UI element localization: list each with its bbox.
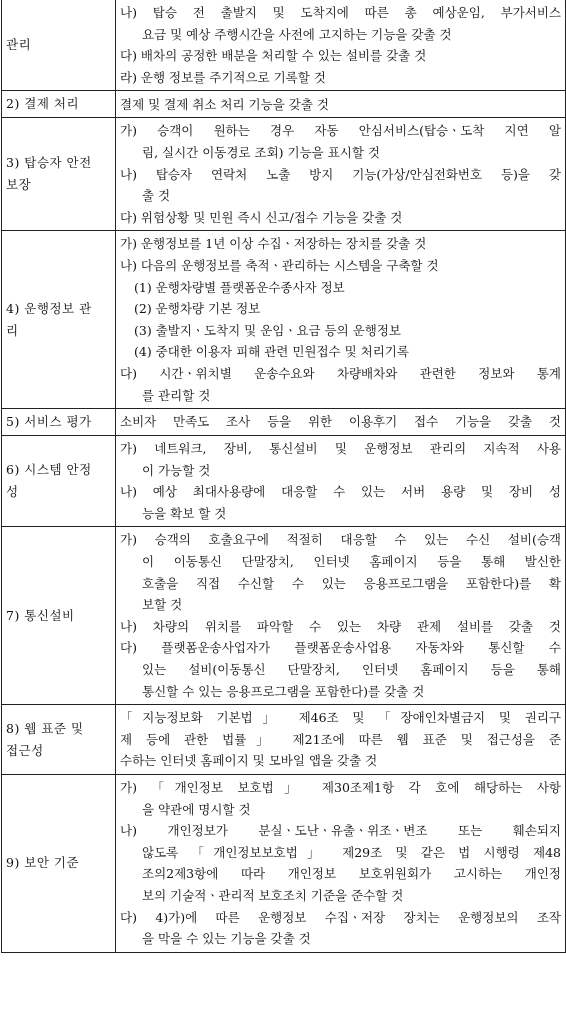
requirement-line: 소비자 만족도 조사 등을 위한 이용후기 접수 기능을 갖출 것	[120, 414, 561, 430]
requirement-line: (3) 출발지ㆍ도착지 및 운임ㆍ요금 등의 운행정보	[134, 322, 401, 338]
requirement-line: 「지능정보화 기본법」 제46조 및 「장애인차별금지 및 권리구	[120, 710, 561, 726]
requirement-cell	[116, 91, 566, 118]
requirement-line: 이 이동통신 단말장치, 인터넷 홈페이지 등을 통해 발신한	[142, 554, 561, 570]
requirement-line: 가) 네트워크, 장비, 통신설비 및 운행정보 관리의 지속적 사용	[120, 441, 561, 457]
requirement-line: 가) 승객의 호출요구에 적절히 대응할 수 있는 수신 설비(승객	[120, 532, 561, 548]
requirement-line: 나) 탑승자 연락처 노출 방지 기능(가상/안심전화번호 등)을 갖	[120, 166, 561, 182]
requirement-line: 가) 승객이 원하는 경우 자동 안심서비스(탑승ㆍ도착 지연 알	[120, 123, 561, 139]
requirement-line: 보의 기술적ㆍ관리적 보호조치 기준을 준수할 것	[142, 887, 404, 903]
category-label: 접근성	[6, 742, 44, 758]
category-label: 리	[6, 322, 19, 338]
category-label: 7) 통신설비	[6, 607, 75, 623]
requirement-line: 다) 배차의 공정한 배분을 처리할 수 있는 설비를 갖출 것	[120, 48, 427, 64]
requirement-line: 제 등에 관한 법률」 제21조에 따른 웹 표준 및 접근성을 준	[120, 731, 561, 747]
requirement-line: 나) 탑승 전 출발지 및 도착지에 따른 총 예상운임, 부가서비스	[120, 5, 561, 20]
requirement-line: 이 가능할 것	[142, 462, 211, 478]
category-cell	[2, 231, 116, 409]
category-label: 2) 결제 처리	[6, 96, 80, 112]
requirement-line: 다) 4)가)에 따른 운행정보 수집ㆍ저장 장치는 운행정보의 조작	[120, 909, 561, 925]
table-row	[2, 231, 566, 409]
requirement-line: 을 약관에 명시할 것	[142, 801, 251, 817]
requirement-line: 요금 및 예상 주행시간을 사전에 고지하는 기능을 갖출 것	[142, 26, 452, 42]
requirement-cell	[116, 0, 566, 91]
requirement-line: 나) 예상 최대사용량에 대응할 수 있는 서버 용량 및 장비 성	[120, 484, 561, 500]
category-label: 9) 보안 기준	[6, 855, 80, 871]
category-cell	[2, 0, 116, 91]
requirement-line: 가) 운행정보를 1년 이상 수집ㆍ저장하는 장치를 갖출 것	[120, 236, 427, 252]
requirement-cell	[116, 409, 566, 436]
requirement-line: 다) 플랫폼운송사업자가 플랫폼운송사업용 자동차와 통신할 수	[120, 640, 561, 656]
requirement-line: 을 막을 수 있는 기능을 갖출 것	[142, 931, 311, 947]
requirement-line: 있는 설비(이동통신 단말장치, 인터넷 홈페이지 등을 통해	[142, 662, 561, 678]
requirement-line: 출 것	[142, 188, 171, 204]
requirement-line: 나) 개인정보가 분실ㆍ도난ㆍ유출ㆍ위조ㆍ변조 또는 훼손되지	[120, 823, 561, 839]
category-cell	[2, 436, 116, 527]
requirement-line: 나) 차량의 위치를 파악할 수 있는 차량 관제 설비를 갖출 것	[120, 618, 561, 634]
requirement-line: 않도록 「개인정보보호법」 제29조 및 같은 법 시행령 제48	[142, 844, 561, 860]
category-cell	[2, 118, 116, 231]
requirement-line: 라) 운행 정보를 주기적으로 기록할 것	[120, 69, 326, 85]
requirement-line: 가) 「개인정보 보호법」 제30조제1항 각 호에 해당하는 사항	[120, 780, 561, 795]
category-label: 관리	[6, 37, 32, 53]
table-row	[2, 118, 566, 231]
requirement-line: 결제 및 결제 취소 처리 기능을 갖출 것	[120, 96, 329, 112]
table-row	[2, 436, 566, 527]
requirement-line: 수하는 인터넷 홈페이지 및 모바일 앱을 갖출 것	[120, 753, 378, 769]
requirement-line: 통신할 수 있는 응용프로그램을 포함한다)를 갖출 것	[142, 683, 425, 699]
requirement-cell	[116, 118, 566, 231]
table-row	[2, 409, 566, 436]
requirement-line: 보할 것	[142, 597, 183, 613]
requirement-line: (1) 운행차량별 플랫폼운수종사자 정보	[134, 279, 345, 295]
category-label: 8) 웹 표준 및	[6, 720, 84, 736]
category-cell	[2, 91, 116, 118]
category-label: 4) 운행정보 관	[6, 300, 92, 316]
category-label: 보장	[6, 177, 32, 193]
category-cell	[2, 705, 116, 775]
requirement-line: 림, 실시간 이동경로 조회) 기능을 표시할 것	[142, 144, 380, 160]
requirement-line: (4) 중대한 이용자 피해 관련 민원접수 및 처리기록	[134, 344, 409, 360]
table-row	[2, 705, 566, 775]
requirement-line: 를 관리할 것	[142, 387, 211, 403]
requirements-table-body	[2, 0, 566, 952]
table-row	[2, 91, 566, 118]
category-cell	[2, 527, 116, 705]
category-cell	[2, 409, 116, 436]
requirement-line: 나) 다음의 운행정보를 축적ㆍ관리하는 시스템을 구축할 것	[120, 257, 439, 273]
requirement-cell	[116, 705, 566, 775]
requirement-cell	[116, 775, 566, 953]
requirement-line: 다) 위험상황 및 민원 즉시 신고/접수 기능을 갖출 것	[120, 209, 403, 225]
requirement-line: (2) 운행차량 기본 정보	[134, 301, 261, 317]
requirement-line: 호출을 직접 수신할 수 있는 응용프로그램을 포함한다)를 확	[142, 575, 561, 591]
category-label: 3) 탑승자 안전	[6, 155, 92, 171]
table-row	[2, 0, 566, 91]
category-label: 6) 시스템 안정	[6, 462, 92, 478]
table-row	[2, 527, 566, 705]
category-cell	[2, 775, 116, 953]
requirement-cell	[116, 527, 566, 705]
requirement-line: 다) 시간ㆍ위치별 운송수요와 차량배차와 관련한 정보와 통계	[120, 365, 561, 381]
table-row	[2, 775, 566, 953]
requirements-table	[1, 0, 566, 953]
requirement-line: 능을 확보 할 것	[142, 505, 227, 521]
requirement-cell	[116, 436, 566, 527]
requirement-line: 조의2제3항에 따라 개인정보 보호위원회가 고시하는 개인정	[142, 866, 561, 882]
category-label: 5) 서비스 평가	[6, 414, 92, 430]
category-label: 성	[6, 484, 19, 500]
requirement-cell	[116, 231, 566, 409]
